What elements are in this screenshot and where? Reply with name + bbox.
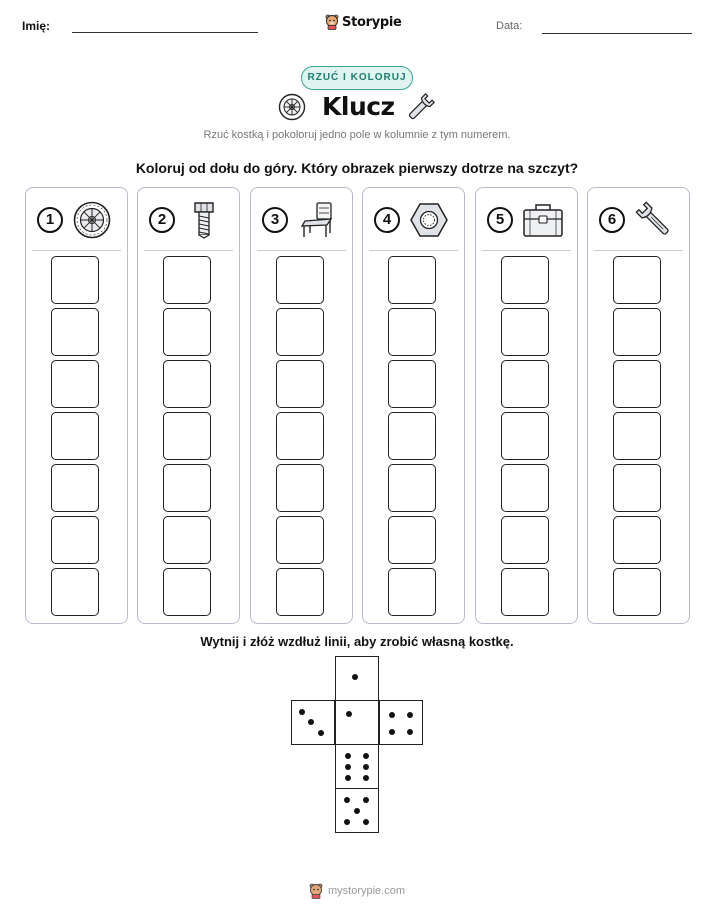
- pip: [352, 674, 358, 680]
- column-number: 4: [374, 207, 400, 233]
- die-face-3: [291, 700, 335, 745]
- brand-logo: [325, 14, 402, 30]
- wrench-icon: [634, 200, 674, 240]
- color-box[interactable]: [613, 256, 661, 304]
- color-box[interactable]: [501, 360, 549, 408]
- color-box[interactable]: [276, 412, 324, 460]
- pip: [345, 753, 351, 759]
- pip: [344, 819, 350, 825]
- column-5: [475, 187, 578, 624]
- pip: [363, 753, 369, 759]
- cut-instruction: Wytnij i złóż wzdłuż linii, aby zrobić własną kostkę.: [200, 634, 514, 649]
- color-box[interactable]: [388, 412, 436, 460]
- pip: [308, 719, 314, 725]
- wrench-icon: [405, 92, 435, 124]
- color-box[interactable]: [276, 568, 324, 616]
- footer-url: mystorypie.com: [327, 885, 406, 897]
- column-4: [362, 187, 465, 624]
- column-header: [26, 188, 126, 250]
- column-number: 1: [37, 207, 63, 233]
- column-header: [476, 188, 576, 250]
- column-2: [137, 187, 240, 624]
- toolbox-icon: [522, 200, 564, 240]
- die-face-1: [335, 700, 379, 745]
- pip: [363, 775, 369, 781]
- title-row: [0, 92, 714, 124]
- pip: [389, 729, 395, 735]
- pip: [363, 797, 369, 803]
- color-box[interactable]: [501, 256, 549, 304]
- pip: [344, 797, 350, 803]
- color-box[interactable]: [501, 308, 549, 356]
- color-box[interactable]: [388, 516, 436, 564]
- column-6: [587, 187, 690, 624]
- storypie-bear-icon: [325, 14, 339, 30]
- color-box[interactable]: [613, 516, 661, 564]
- color-box[interactable]: [501, 464, 549, 512]
- color-box[interactable]: [163, 516, 211, 564]
- color-box[interactable]: [613, 360, 661, 408]
- die-face-4: [379, 700, 423, 745]
- color-box[interactable]: [388, 568, 436, 616]
- bolt-icon: [184, 200, 224, 240]
- color-box[interactable]: [613, 464, 661, 512]
- pip: [299, 709, 305, 715]
- column-divider: [257, 250, 346, 251]
- brand-name: Storypie: [342, 14, 402, 30]
- color-box[interactable]: [163, 568, 211, 616]
- color-box[interactable]: [51, 360, 99, 408]
- color-box[interactable]: [388, 308, 436, 356]
- pip: [389, 712, 395, 718]
- color-box[interactable]: [51, 412, 99, 460]
- color-box[interactable]: [51, 568, 99, 616]
- storypie-bear-icon: [309, 883, 323, 899]
- color-box[interactable]: [501, 516, 549, 564]
- column-1: [25, 187, 128, 624]
- column-number: 3: [262, 207, 288, 233]
- name-label: Imię:: [22, 19, 51, 33]
- column-number: 2: [149, 207, 175, 233]
- color-box[interactable]: [276, 464, 324, 512]
- color-box[interactable]: [388, 256, 436, 304]
- color-box[interactable]: [51, 516, 99, 564]
- column-header: [363, 188, 463, 250]
- color-box[interactable]: [163, 412, 211, 460]
- subtitle: Rzuć kostką i pokoloruj jedno pole w kolumnie z tym numerem.: [203, 129, 511, 141]
- color-box[interactable]: [51, 256, 99, 304]
- color-box[interactable]: [613, 568, 661, 616]
- pip: [363, 764, 369, 770]
- name-line: [72, 32, 258, 33]
- column-header: [588, 188, 688, 250]
- column-header: [251, 188, 351, 250]
- nut-icon: [409, 200, 449, 240]
- color-box[interactable]: [276, 256, 324, 304]
- color-box[interactable]: [276, 308, 324, 356]
- column-divider: [482, 250, 571, 251]
- pip: [407, 729, 413, 735]
- color-box[interactable]: [276, 516, 324, 564]
- date-label: Data:: [496, 20, 523, 32]
- activity-badge: RZUĆ I KOLORUJ: [301, 66, 413, 90]
- color-box[interactable]: [163, 308, 211, 356]
- die-face-5: [335, 788, 379, 833]
- column-number: 6: [599, 207, 625, 233]
- chair-icon: [297, 200, 337, 240]
- column-header: [138, 188, 238, 250]
- color-box[interactable]: [388, 360, 436, 408]
- column-number: 5: [487, 207, 513, 233]
- pip: [345, 764, 351, 770]
- column-divider: [594, 250, 683, 251]
- page-title: Klucz: [322, 92, 395, 121]
- date-line: [542, 33, 692, 34]
- pip: [345, 775, 351, 781]
- column-3: [250, 187, 353, 624]
- tire-icon: [72, 200, 112, 240]
- color-box[interactable]: [388, 464, 436, 512]
- die-face-1: [335, 656, 379, 701]
- column-divider: [32, 250, 121, 251]
- pip: [354, 808, 360, 814]
- pip: [318, 730, 324, 736]
- pip: [363, 819, 369, 825]
- pip: [346, 711, 352, 717]
- worksheet-header: [0, 14, 714, 42]
- color-box[interactable]: [163, 256, 211, 304]
- color-box[interactable]: [613, 412, 661, 460]
- footer: [0, 883, 714, 899]
- column-divider: [369, 250, 458, 251]
- pip: [407, 712, 413, 718]
- color-box[interactable]: [51, 464, 99, 512]
- color-box[interactable]: [501, 412, 549, 460]
- color-box[interactable]: [276, 360, 324, 408]
- tire-icon: [278, 93, 306, 121]
- color-box[interactable]: [501, 568, 549, 616]
- color-box[interactable]: [613, 308, 661, 356]
- color-box[interactable]: [51, 308, 99, 356]
- color-box[interactable]: [163, 464, 211, 512]
- die-face-6: [335, 744, 379, 789]
- color-box[interactable]: [163, 360, 211, 408]
- instruction: Koloruj od dołu do góry. Który obrazek pierwszy dotrze na szczyt?: [135, 160, 579, 176]
- column-divider: [144, 250, 233, 251]
